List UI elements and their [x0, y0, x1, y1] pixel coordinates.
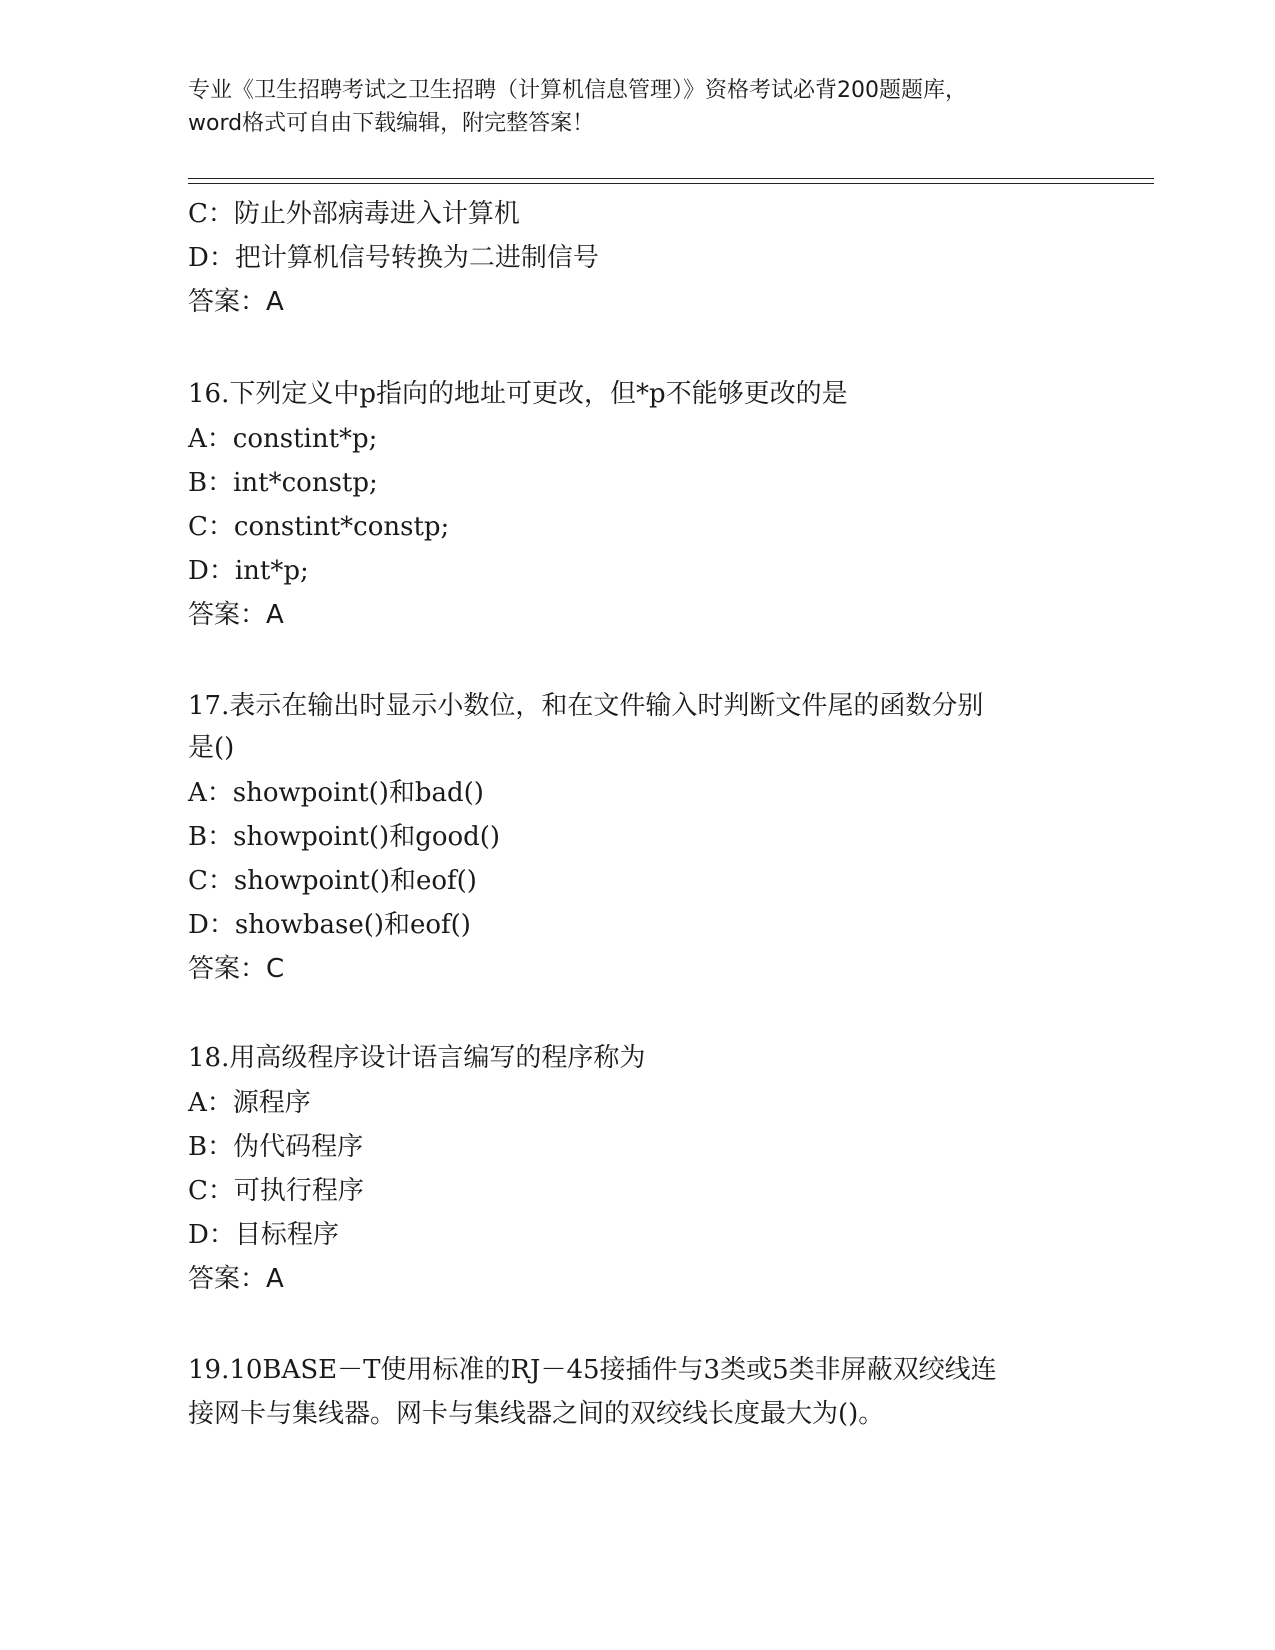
question-17-option-c: C：showpoint()和eof(): [188, 866, 477, 896]
question-18-option-d: D：目标程序: [188, 1220, 339, 1250]
question-17-option-d: D：showbase()和eof(): [188, 910, 471, 940]
question-16-answer: 答案：A: [188, 600, 284, 630]
prev-option-d: D：把计算机信号转换为二进制信号: [188, 243, 599, 273]
question-17-answer: 答案：C: [188, 954, 285, 984]
question-16-option-d: D：int*p;: [188, 556, 309, 586]
prev-option-c: C：防止外部病毒进入计算机: [188, 199, 520, 229]
question-17-stem-line-2: 是(): [188, 733, 235, 763]
header-rule-bottom: [188, 183, 1154, 184]
question-18-option-a: A：源程序: [188, 1088, 311, 1118]
question-17-stem-line-1: 17.表示在输出时显示小数位，和在文件输入时判断文件尾的函数分别: [188, 691, 984, 721]
prev-answer: 答案：A: [188, 287, 284, 317]
question-17-option-a: A：showpoint()和bad(): [188, 778, 484, 808]
question-18-stem: 18.用高级程序设计语言编写的程序称为: [188, 1043, 646, 1073]
header-line-2: word格式可自由下载编辑，附完整答案！: [188, 111, 595, 136]
question-18-answer: 答案：A: [188, 1264, 284, 1294]
question-16-option-b: B：int*constp;: [188, 468, 378, 498]
question-18-option-c: C：可执行程序: [188, 1176, 364, 1206]
header-line-1: 专业《卫生招聘考试之卫生招聘（计算机信息管理）》资格考试必背200题题库，: [188, 78, 967, 103]
question-18-option-b: B：伪代码程序: [188, 1132, 364, 1162]
question-16-option-a: A：constint*p;: [188, 424, 378, 454]
question-19-stem-line-2: 接网卡与集线器。网卡与集线器之间的双绞线长度最大为()。: [188, 1399, 885, 1429]
question-16-option-c: C：constint*constp;: [188, 512, 450, 542]
question-17-option-b: B：showpoint()和good(): [188, 822, 501, 852]
question-19-stem-line-1: 19.10BASE－T使用标准的RJ－45接插件与3类或5类非屏蔽双绞线连: [188, 1355, 997, 1385]
document-header: [188, 74, 1088, 140]
question-16-stem: 16.下列定义中p指向的地址可更改，但*p不能够更改的是: [188, 379, 848, 409]
header-rule-top: [188, 178, 1154, 179]
